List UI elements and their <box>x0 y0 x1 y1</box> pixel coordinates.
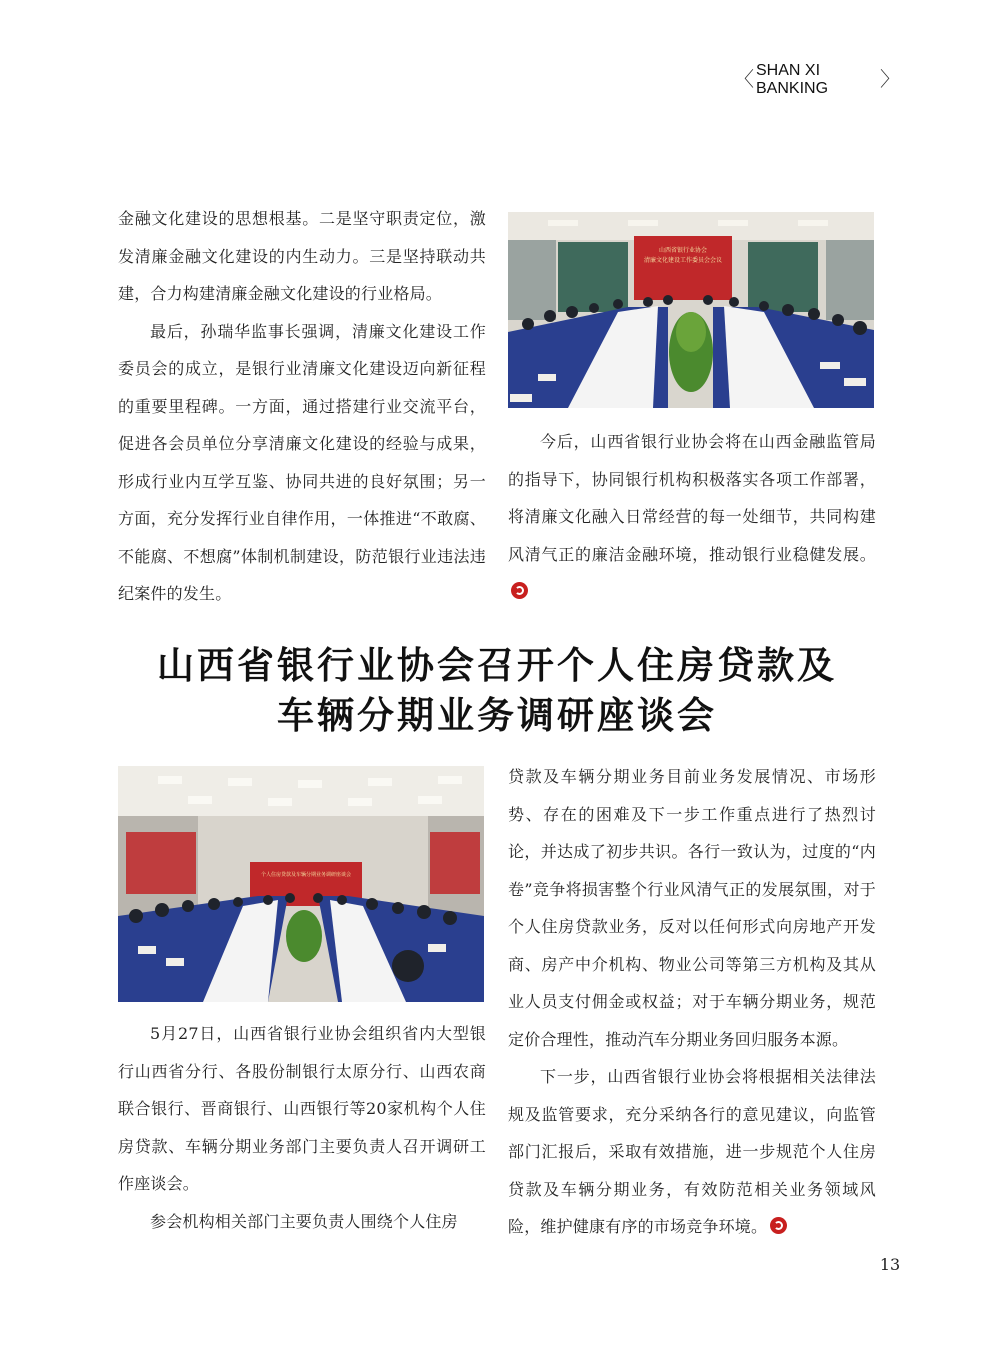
article2-right-paragraph-1: 贷款及车辆分期业务目前业务发展情况、市场形势、存在的困难及下一步工作重点进行了热烈讨论，并达成了初步共识。各行一致认为，过度的“内卷”竞争将损害整个行业风清气正的发展氛围，对于个人住房贷款业务，反对以任何形式向房地产开发商、房产中介机构、物业公司等第三方机构及其从业人员支付佣金或权益；对于车辆分期业务，规范定价合理性，推动汽车分期业务回归服务本源。 <box>508 767 876 1049</box>
bracket-right-icon: 〉 <box>880 69 900 91</box>
article2-right-paragraph-2 <box>508 1058 876 1246</box>
article1-left-paragraph-2: 最后，孙瑞华监事长强调，清廉文化建设工作委员会的成立，是银行业清廉文化建设迈向新征程的重要里程碑。一方面，通过搭建行业交流平台，促进各会员单位分享清廉文化建设的经验与成果，形成行业内互学互鉴、协同共进的良好氛围；另一方面，充分发挥行业自律作用，一体推进“不敢腐、不能腐、不想腐”体制机制建设，防范银行业违法违纪案件的发生。 <box>118 321 486 603</box>
article1-right-column <box>508 423 876 611</box>
publication-header <box>734 62 900 97</box>
article2-right-column <box>508 758 876 1246</box>
article2-title-line1: 山西省银行业协会召开个人住房贷款及 <box>157 643 837 687</box>
publication-name: SHAN XI BANKING <box>756 62 829 97</box>
association-logo-icon <box>511 582 528 599</box>
meeting-banner-line1: 山西省银行业协会 <box>658 247 708 254</box>
article1-left-paragraph-1: 金融文化建设的思想根基。二是坚守职责定位，激发清廉金融文化建设的内生动力。三是坚持联动共建，合力构建清廉金融文化建设的行业格局。 <box>118 209 486 303</box>
meeting-banner-line2: 清廉文化建设工作委员会会议 <box>643 257 723 264</box>
seminar-photo-illustration <box>118 766 484 1002</box>
article2-left-column <box>118 1015 486 1240</box>
meeting-photo-illustration <box>508 212 874 408</box>
article2-left-paragraph-2: 参会机构相关部门主要负责人围绕个人住房 <box>150 1211 458 1231</box>
article1-right-paragraph <box>508 423 876 611</box>
article2-right-paragraph-2-text: 下一步，山西省银行业协会将根据相关法律法规及监管要求，充分采纳各行的意见建议，向监管部门汇报后，采取有效措施，进一步规范个人住房贷款及车辆分期业务，有效防范相关业务领域风险，维护健康有序的市场竞争环境。 <box>508 1067 876 1236</box>
article2-left-paragraph-1: 5月27日，山西省银行业协会组织省内大型银行山西省分行、各股份制银行太原分行、山西农商联合银行、晋商银行、山西银行等20家机构个人住房贷款、车辆分期业务部门主要负责人召开调研工作座谈会。 <box>118 1024 486 1193</box>
article2-meeting-photo <box>118 766 484 1002</box>
association-logo-icon <box>770 1217 787 1234</box>
article1-right-paragraph-text: 今后，山西省银行业协会将在山西金融监管局的指导下，协同银行机构积极落实各项工作部署，将清廉文化融入日常经营的每一处细节，共同构建风清气正的廉洁金融环境，推动银行业稳健发展。 <box>508 432 876 564</box>
article1-left-column <box>118 200 486 613</box>
page-number: 13 <box>879 1255 901 1274</box>
article2-headline <box>118 640 876 740</box>
article1-meeting-photo <box>508 212 874 408</box>
bracket-left-icon: 〈 <box>734 69 754 91</box>
seminar-banner-line1: 个人住房贷款及车辆分期业务调研座谈会 <box>260 872 352 878</box>
article2-title-line2: 车辆分期业务调研座谈会 <box>277 693 717 737</box>
